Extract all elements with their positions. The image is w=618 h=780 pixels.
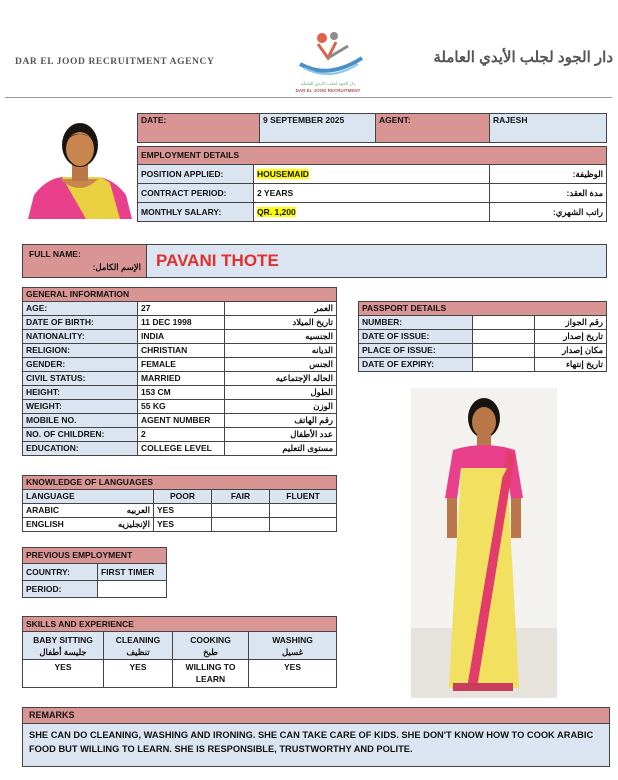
row-value: 27 bbox=[138, 302, 225, 316]
skill-value: YES bbox=[249, 660, 337, 688]
skill-name: CLEANING bbox=[115, 634, 161, 645]
employment-title: EMPLOYMENT DETAILS bbox=[138, 147, 607, 165]
poor-value: YES bbox=[154, 518, 212, 532]
general-row bbox=[23, 386, 337, 400]
row-value: 153 CM bbox=[138, 386, 225, 400]
row-label: GENDER: bbox=[23, 358, 138, 372]
passport-row bbox=[359, 330, 607, 344]
applicant-portrait bbox=[26, 117, 134, 219]
row-label: DATE OF ISSUE: bbox=[359, 330, 473, 344]
language-name: ENGLISH bbox=[26, 519, 64, 529]
row-label-ar: الجنس bbox=[225, 358, 337, 372]
period-label: PERIOD: bbox=[23, 581, 98, 598]
row-label: WEIGHT: bbox=[23, 400, 138, 414]
country-value: FIRST TIMER bbox=[98, 564, 167, 581]
skill-header bbox=[173, 632, 249, 660]
skill-header bbox=[23, 632, 104, 660]
skill-value: YES bbox=[104, 660, 173, 688]
contract-label-ar: مدة العقد: bbox=[490, 184, 607, 203]
agency-logo bbox=[278, 28, 378, 98]
skill-header bbox=[104, 632, 173, 660]
row-label-ar: رقم الهاتف bbox=[225, 414, 337, 428]
language-row bbox=[23, 504, 337, 518]
row-value: AGENT NUMBER bbox=[138, 414, 225, 428]
salary-label-ar: راتب الشهري: bbox=[490, 203, 607, 222]
general-row bbox=[23, 344, 337, 358]
passport-row bbox=[359, 316, 607, 330]
fair-value bbox=[212, 504, 270, 518]
full-name-label-ar: الإسم الكامل: bbox=[92, 262, 141, 272]
row-label: DATE OF EXPIRY: bbox=[359, 358, 473, 372]
general-row bbox=[23, 358, 337, 372]
contract-label: CONTRACT PERIOD: bbox=[138, 184, 254, 203]
row-value: FEMALE bbox=[138, 358, 225, 372]
full-name-label-cell bbox=[23, 245, 147, 277]
skills-title: SKILLS AND EXPERIENCE bbox=[23, 617, 337, 632]
full-name-value: PAVANI THOTE bbox=[156, 251, 279, 270]
contract-value: 2 YEARS bbox=[254, 184, 490, 203]
full-name-label: FULL NAME: bbox=[29, 249, 81, 259]
passport-table bbox=[358, 301, 607, 372]
skill-name-ar: جليسة أطفال bbox=[39, 646, 87, 657]
row-value: 11 DEC 1998 bbox=[138, 316, 225, 330]
position-text: HOUSEMAID bbox=[257, 168, 309, 179]
fluent-header: FLUENT bbox=[270, 490, 337, 504]
poor-value: YES bbox=[154, 504, 212, 518]
date-value: 9 SEPTEMBER 2025 bbox=[260, 114, 376, 143]
languages-table bbox=[22, 475, 337, 532]
row-value bbox=[473, 358, 535, 372]
row-value bbox=[473, 316, 535, 330]
general-row bbox=[23, 442, 337, 456]
row-label-ar: الحاله الإجتماعيه bbox=[225, 372, 337, 386]
row-label: PLACE OF ISSUE: bbox=[359, 344, 473, 358]
row-label-ar: الديانه bbox=[225, 344, 337, 358]
row-label-ar: تاريخ إصدار bbox=[535, 330, 607, 344]
skill-name-ar: غسيل bbox=[282, 646, 304, 657]
language-cell bbox=[23, 504, 154, 518]
row-label: DATE OF BIRTH: bbox=[23, 316, 138, 330]
agency-name-ar: دار الجود لجلب الأيدي العاملة bbox=[433, 49, 613, 66]
row-label: NO. OF CHILDREN: bbox=[23, 428, 138, 442]
general-row bbox=[23, 330, 337, 344]
row-value: 2 bbox=[138, 428, 225, 442]
general-info-title: GENERAL INFORMATION bbox=[23, 288, 337, 302]
row-value: INDIA bbox=[138, 330, 225, 344]
remarks-text: SHE CAN DO CLEANING, WASHING AND IRONING. SHE CAN TAKE CARE OF KIDS. SHE DON'T KNOW HOW TO COOK ARABIC FOOD BUT WILLING TO LEARN. SHE IS RESPONSIBLE, TRUSTWORTHY AND POLITE. bbox=[23, 724, 609, 766]
row-label-ar: تاريخ إنتهاء bbox=[535, 358, 607, 372]
languages-title: KNOWLEDGE OF LANGUAGES bbox=[23, 476, 337, 490]
row-value bbox=[473, 344, 535, 358]
row-value bbox=[473, 330, 535, 344]
row-label-ar: العمر bbox=[225, 302, 337, 316]
employment-details-table bbox=[137, 146, 607, 222]
agency-name-en: DAR EL JOOD RECRUITMENT AGENCY bbox=[15, 57, 215, 67]
salary-label: MONTHLY SALARY: bbox=[138, 203, 254, 222]
row-label-ar: مستوى التعليم bbox=[225, 442, 337, 456]
general-row bbox=[23, 372, 337, 386]
salary-value bbox=[254, 203, 490, 222]
skill-name: COOKING bbox=[190, 634, 231, 645]
full-name-box bbox=[22, 244, 607, 278]
remarks-box bbox=[22, 707, 610, 767]
applicant-full-photo bbox=[411, 388, 557, 698]
row-value: MARRIED bbox=[138, 372, 225, 386]
row-label: MOBILE NO. bbox=[23, 414, 138, 428]
language-name-ar: العربيه bbox=[126, 505, 150, 515]
row-label-ar: الطول bbox=[225, 386, 337, 400]
previous-employment-table bbox=[22, 547, 167, 598]
skill-value: WILLING TO LEARN bbox=[173, 660, 249, 688]
row-label-ar: تاريخ الميلاد bbox=[225, 316, 337, 330]
agent-value: RAJESH bbox=[490, 114, 607, 143]
row-label: NATIONALITY: bbox=[23, 330, 138, 344]
skill-name-ar: تنظيف bbox=[126, 646, 150, 657]
position-value bbox=[254, 165, 490, 184]
skill-name: BABY SITTING bbox=[33, 634, 93, 645]
fair-header: FAIR bbox=[212, 490, 270, 504]
row-label: EDUCATION: bbox=[23, 442, 138, 456]
language-name: ARABIC bbox=[26, 505, 60, 515]
passport-title: PASSPORT DETAILS bbox=[359, 302, 607, 316]
salary-text: QR. 1,200 bbox=[257, 206, 296, 217]
skill-value: YES bbox=[23, 660, 104, 688]
logo-text-ar: دار الجود لجلب الايدي العاملة bbox=[301, 81, 355, 86]
row-label-ar: مكان إصدار bbox=[535, 344, 607, 358]
general-info-table bbox=[22, 287, 337, 456]
skills-table bbox=[22, 616, 337, 688]
skill-name-ar: طبخ bbox=[203, 646, 218, 657]
agent-label: AGENT: bbox=[376, 114, 490, 143]
row-label-ar: عدد الأطفال bbox=[225, 428, 337, 442]
header-divider bbox=[5, 97, 612, 98]
language-cell bbox=[23, 518, 154, 532]
logo-text-en: DAR EL JOOD RECRUITMENT bbox=[295, 88, 361, 93]
country-label: COUNTRY: bbox=[23, 564, 98, 581]
position-label: POSITION APPLIED: bbox=[138, 165, 254, 184]
position-label-ar: الوظيفة: bbox=[490, 165, 607, 184]
period-value bbox=[98, 581, 167, 598]
skill-name: WASHING bbox=[272, 634, 313, 645]
row-label-ar: الجنسيه bbox=[225, 330, 337, 344]
row-label: NUMBER: bbox=[359, 316, 473, 330]
row-label: AGE: bbox=[23, 302, 138, 316]
fluent-value bbox=[270, 518, 337, 532]
row-label: CIVIL STATUS: bbox=[23, 372, 138, 386]
general-row bbox=[23, 316, 337, 330]
passport-row bbox=[359, 358, 607, 372]
lang-header: LANGUAGE bbox=[23, 490, 154, 504]
row-label-ar: رقم الجواز bbox=[535, 316, 607, 330]
row-label: HEIGHT: bbox=[23, 386, 138, 400]
date-label: DATE: bbox=[138, 114, 260, 143]
row-value: COLLEGE LEVEL bbox=[138, 442, 225, 456]
general-row bbox=[23, 428, 337, 442]
row-value: 55 KG bbox=[138, 400, 225, 414]
language-name-ar: الإنجليزيه bbox=[117, 519, 150, 529]
previous-employment-title: PREVIOUS EMPLOYMENT bbox=[23, 548, 167, 564]
fluent-value bbox=[270, 504, 337, 518]
row-label: RELIGION: bbox=[23, 344, 138, 358]
skill-header bbox=[249, 632, 337, 660]
row-value: CHRISTIAN bbox=[138, 344, 225, 358]
date-agent-table bbox=[137, 113, 607, 143]
general-row bbox=[23, 414, 337, 428]
passport-row bbox=[359, 344, 607, 358]
poor-header: POOR bbox=[154, 490, 212, 504]
general-row bbox=[23, 400, 337, 414]
language-row bbox=[23, 518, 337, 532]
row-label-ar: الوزن bbox=[225, 400, 337, 414]
fair-value bbox=[212, 518, 270, 532]
remarks-title: REMARKS bbox=[23, 708, 609, 724]
general-row bbox=[23, 302, 337, 316]
